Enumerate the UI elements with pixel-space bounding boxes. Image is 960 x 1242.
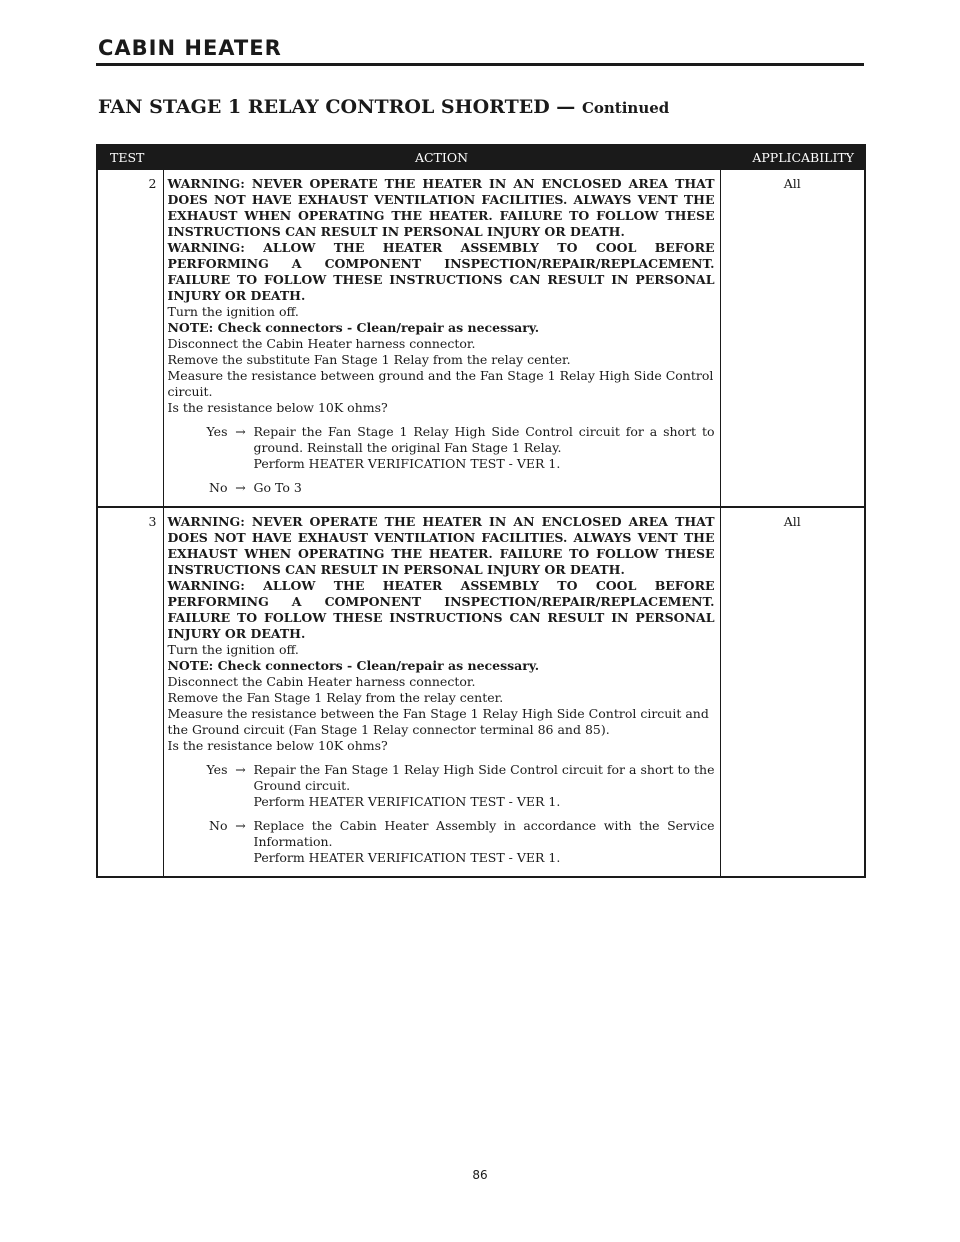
arrow-right-icon: → bbox=[235, 480, 246, 495]
action-cell bbox=[163, 507, 720, 877]
step-text: Turn the ignition off. bbox=[167, 304, 299, 319]
step-text: Measure the resistance between the Fan Stage 1 Relay High Side Control circuit and the Ground circuit (Fan Stage 1 Relay connector terminal 86 and 85). bbox=[167, 706, 709, 737]
warning-ventilation: WARNING: NEVER OPERATE THE HEATER IN AN ENCLOSED AREA THAT DOES NOT HAVE EXHAUST VENTILATION FACILITIES. ALWAYS VENT THE EXHAUST WHEN OPERATING THE HEATER. FAILURE TO FOLLOW THESE INSTRUCTIONS CAN RESULT IN PERSONAL INJURY OR DEATH. bbox=[167, 176, 715, 239]
page-heading bbox=[98, 96, 669, 118]
warning-cool-down: WARNING: ALLOW THE HEATER ASSEMBLY TO COOL BEFORE PERFORMING A COMPONENT INSPECTION/REPAIR/REPLACEMENT. FAILURE TO FOLLOW THESE INSTRUCTIONS CAN RESULT IN PERSONAL INJURY OR DEATH. bbox=[167, 578, 715, 641]
yes-instruction: Repair the Fan Stage 1 Relay High Side Control circuit for a short to the Ground circuit. bbox=[253, 762, 715, 793]
header-applicability: APPLICABILITY bbox=[720, 145, 865, 170]
step-text: Turn the ignition off. bbox=[167, 642, 299, 657]
note-text: NOTE: Check connectors - Clean/repair as necessary. bbox=[167, 658, 540, 673]
yes-branch bbox=[168, 762, 715, 810]
note-text: NOTE: Check connectors - Clean/repair as necessary. bbox=[167, 320, 540, 335]
applicability-value: All bbox=[783, 176, 801, 191]
header-test: TEST bbox=[97, 145, 163, 170]
yes-verification: Perform HEATER VERIFICATION TEST - VER 1. bbox=[253, 794, 561, 809]
yes-branch bbox=[168, 424, 715, 472]
applicability-value: All bbox=[720, 507, 865, 877]
question-text: Is the resistance below 10K ohms? bbox=[167, 738, 388, 753]
heading-continued: Continued bbox=[581, 99, 670, 117]
page-number: 86 bbox=[472, 1168, 488, 1182]
warning-cool-down: WARNING: ALLOW THE HEATER ASSEMBLY TO COOL BEFORE PERFORMING A COMPONENT INSPECTION/REPAIR/REPLACEMENT. FAILURE TO FOLLOW THESE INSTRUCTIONS CAN RESULT IN PERSONAL INJURY OR DEATH. bbox=[167, 240, 715, 303]
no-verification: Perform HEATER VERIFICATION TEST - VER 1. bbox=[253, 850, 561, 865]
step-text: Disconnect the Cabin Heater harness connector. bbox=[167, 674, 476, 689]
step-text: Measure the resistance between ground and the Fan Stage 1 Relay High Side Control circuit. bbox=[167, 368, 714, 399]
step-text: Remove the Fan Stage 1 Relay from the relay center. bbox=[167, 690, 504, 705]
yes-instruction: Repair the Fan Stage 1 Relay High Side Control circuit for a short to ground. Reinstall the original Fan Stage 1 Relay. bbox=[253, 424, 715, 455]
test-number: 3 bbox=[97, 507, 163, 877]
no-branch bbox=[168, 818, 715, 866]
table-row bbox=[97, 507, 865, 877]
arrow-right-icon: → bbox=[235, 818, 246, 833]
step-text: Disconnect the Cabin Heater harness connector. bbox=[167, 336, 476, 351]
no-instruction: Go To 3 bbox=[253, 480, 302, 495]
step-text: Remove the substitute Fan Stage 1 Relay from the relay center. bbox=[167, 352, 571, 367]
no-label: No bbox=[209, 480, 228, 495]
section-divider bbox=[96, 63, 864, 66]
table-row bbox=[97, 170, 865, 507]
no-label: No bbox=[209, 818, 228, 833]
table-header-row bbox=[97, 145, 865, 170]
warning-ventilation: WARNING: NEVER OPERATE THE HEATER IN AN ENCLOSED AREA THAT DOES NOT HAVE EXHAUST VENTILATION FACILITIES. ALWAYS VENT THE EXHAUST WHEN OPERATING THE HEATER. FAILURE TO FOLLOW THESE INSTRUCTIONS CAN RESULT IN PERSONAL INJURY OR DEATH. bbox=[167, 514, 715, 577]
yes-label: Yes bbox=[206, 762, 228, 777]
action-cell bbox=[163, 170, 720, 507]
arrow-right-icon: → bbox=[235, 762, 246, 777]
question-text: Is the resistance below 10K ohms? bbox=[167, 400, 388, 415]
no-branch bbox=[168, 480, 715, 496]
heading-title: FAN STAGE 1 RELAY CONTROL SHORTED — bbox=[98, 96, 576, 118]
no-instruction: Replace the Cabin Heater Assembly in accordance with the Service Information. bbox=[253, 818, 715, 849]
arrow-right-icon: → bbox=[235, 424, 246, 439]
test-number: 2 bbox=[97, 170, 163, 507]
header-action: ACTION bbox=[163, 145, 720, 170]
yes-label: Yes bbox=[206, 424, 228, 439]
procedure-table bbox=[96, 144, 866, 878]
section-title: CABIN HEATER bbox=[98, 36, 282, 60]
yes-verification: Perform HEATER VERIFICATION TEST - VER 1. bbox=[253, 456, 561, 471]
